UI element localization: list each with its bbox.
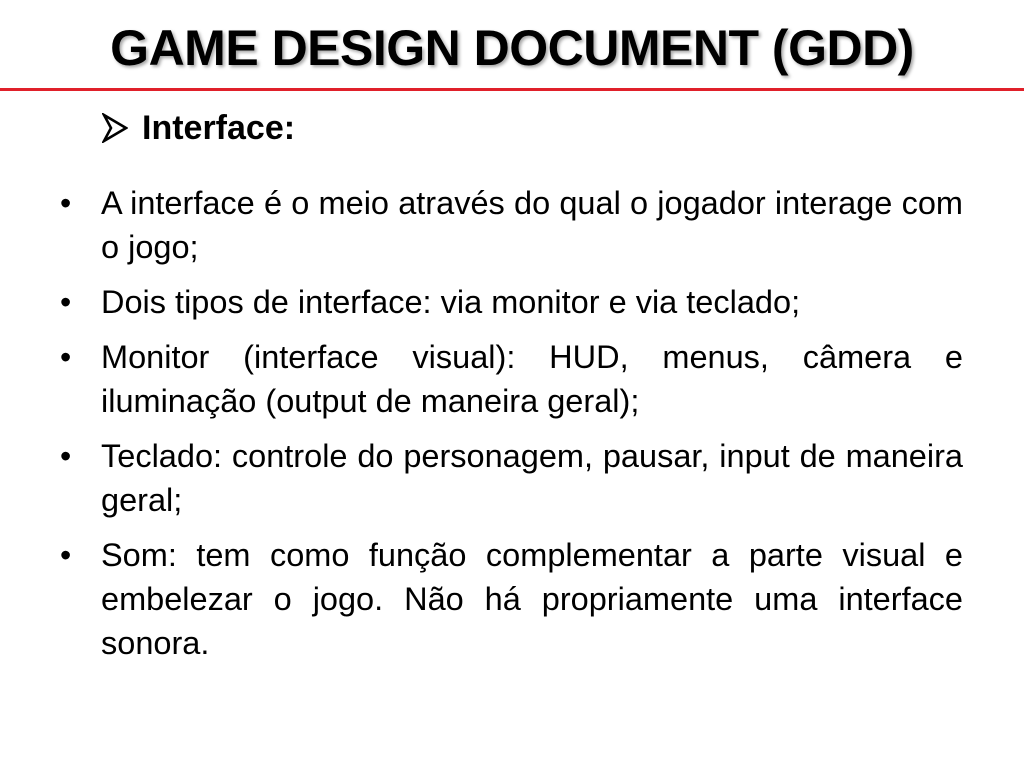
section-label: Interface: [142,109,296,147]
list-item [58,280,963,324]
list-item [58,181,963,269]
list-item [58,434,963,522]
bullet-text: A interface é o meio através do qual o jogador interage com o jogo; [101,185,963,265]
bullet-marker: • [60,438,72,474]
bullet-text: Teclado: controle do personagem, pausar, input de maneira geral; [101,438,963,518]
title-divider [0,88,1024,91]
bullet-marker: • [60,537,72,573]
section-heading [102,106,295,150]
bullet-marker: • [60,284,72,320]
bullet-marker: • [60,339,72,375]
arrow-right-icon [102,113,128,143]
bullet-list [58,181,963,676]
slide-title: GAME DESIGN DOCUMENT (GDD) [110,20,914,76]
bullet-text: Som: tem como função complementar a parte visual e embelezar o jogo. Não há propriamente uma interface sonora. [101,537,963,661]
bullet-marker: • [60,185,72,221]
bullet-text: Monitor (interface visual): HUD, menus, câmera e iluminação (output de maneira geral); [101,339,963,419]
list-item [58,335,963,423]
bullet-text: Dois tipos de interface: via monitor e via teclado; [101,284,801,320]
list-item [58,533,963,665]
